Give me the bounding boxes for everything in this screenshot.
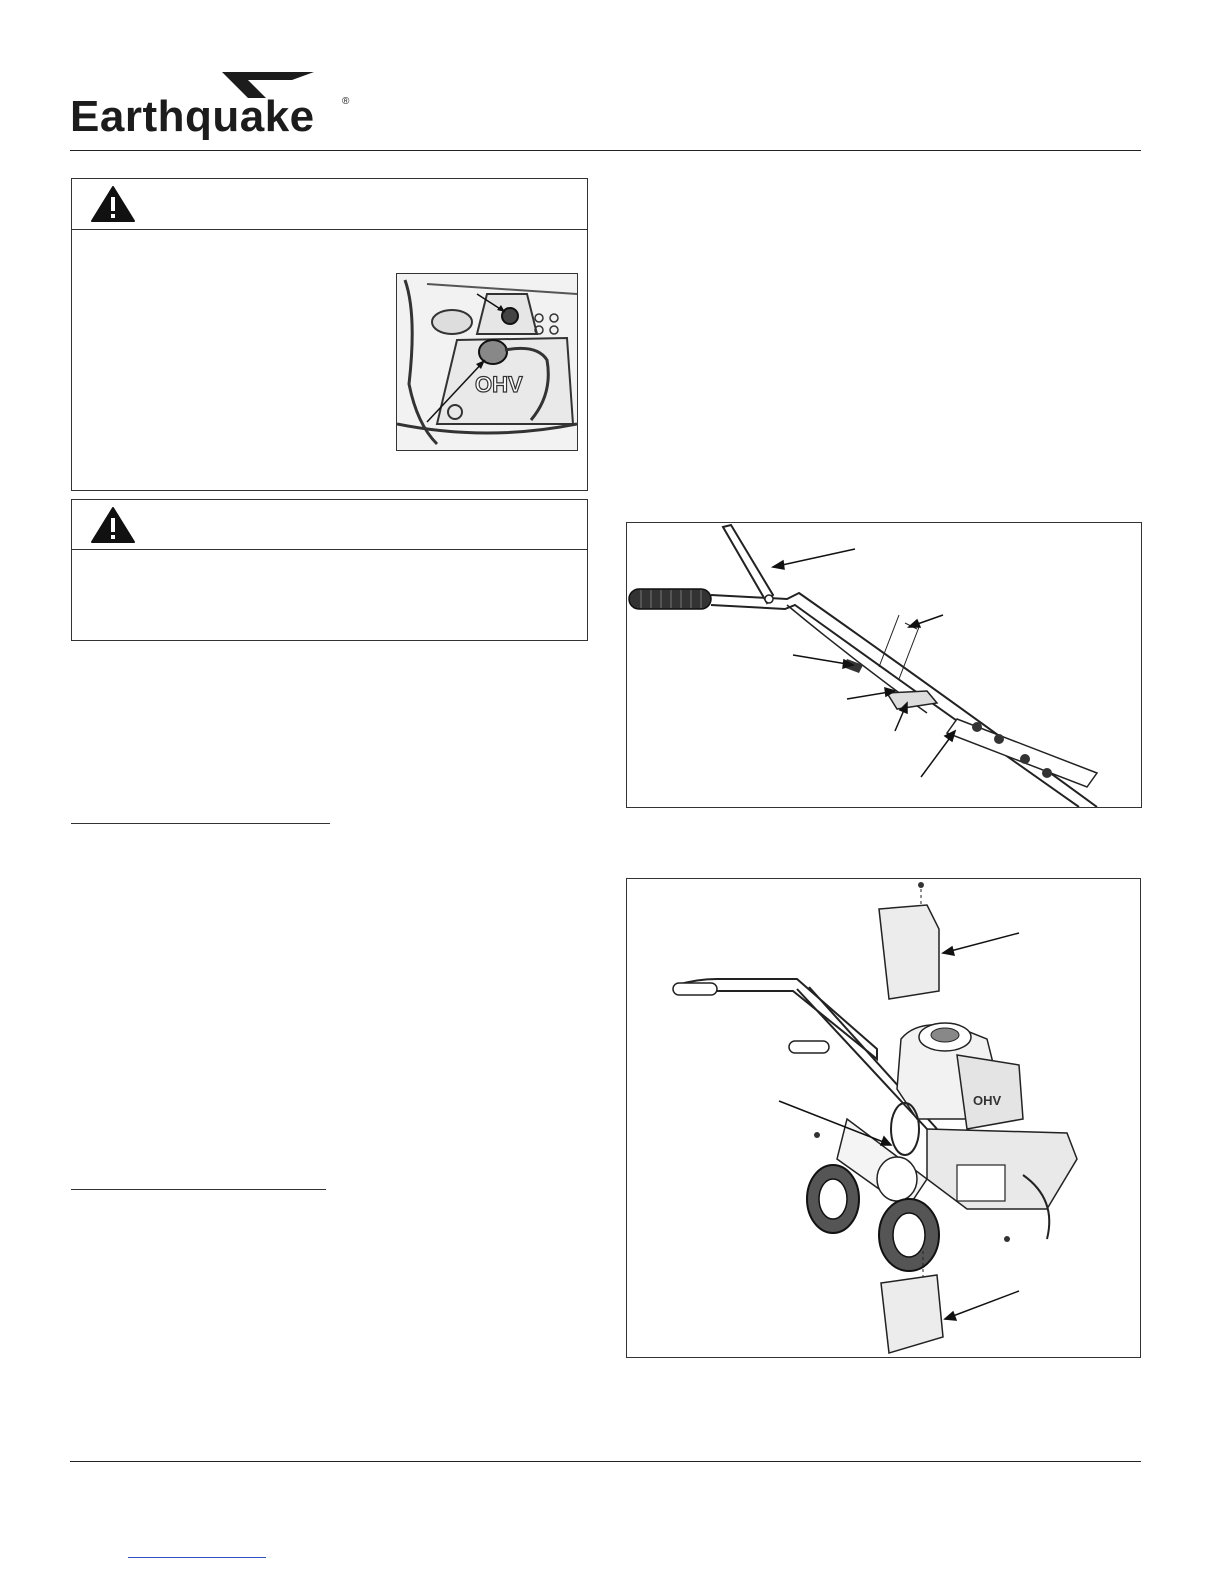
warning-box-1-header (72, 179, 587, 230)
brand-wordmark: Earthquake (70, 92, 315, 141)
warning-box-2-header (72, 500, 587, 550)
handle-cable-figure (626, 522, 1142, 808)
header-rule (70, 150, 1141, 151)
footer-link-underline[interactable] (128, 1557, 266, 1558)
spark-plug-illustration (396, 273, 578, 451)
section-heading-underline-2 (71, 1189, 326, 1190)
svg-text:OHV: OHV (475, 372, 523, 397)
footer-rule (70, 1461, 1141, 1462)
warning-box-2 (71, 499, 588, 641)
warning-box-1 (71, 178, 588, 491)
tiller-exploded-figure (626, 878, 1141, 1358)
registered-mark: ® (342, 96, 350, 107)
warning-triangle-icon (90, 506, 136, 544)
section-heading-underline-1 (71, 823, 330, 824)
svg-text:OHV: OHV (973, 1093, 1002, 1108)
warning-triangle-icon (90, 185, 136, 223)
